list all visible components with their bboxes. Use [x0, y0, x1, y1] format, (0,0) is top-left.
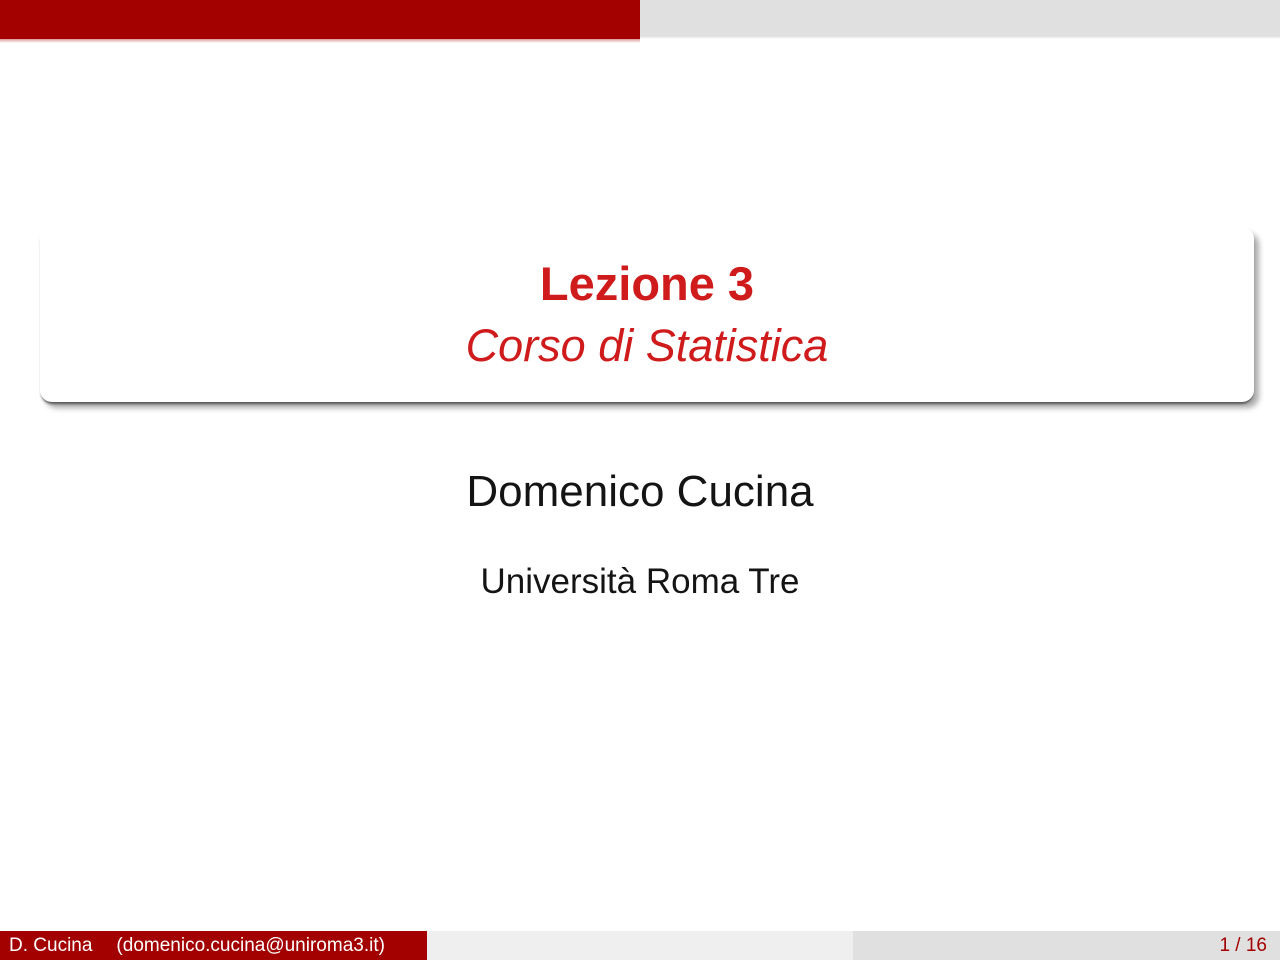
header-bar-red	[0, 0, 640, 39]
footer-author-short: D. Cucina	[9, 934, 93, 956]
slide-title: Lezione 3	[539, 257, 755, 311]
footer-author-segment	[0, 931, 427, 960]
institute-name: Università Roma Tre	[480, 562, 800, 601]
footer-page-segment	[853, 931, 1280, 960]
header-bar-gray	[640, 0, 1280, 36]
footer-author-email: (domenico.cucina@uniroma3.it)	[116, 934, 385, 956]
footer-bar	[0, 931, 1280, 960]
slide-subtitle: Corso di Statistica	[465, 319, 829, 371]
page-indicator: 1 / 16	[1219, 934, 1267, 956]
author-name: Domenico Cucina	[466, 467, 814, 516]
title-box	[40, 227, 1254, 402]
footer-middle-segment	[427, 931, 854, 960]
